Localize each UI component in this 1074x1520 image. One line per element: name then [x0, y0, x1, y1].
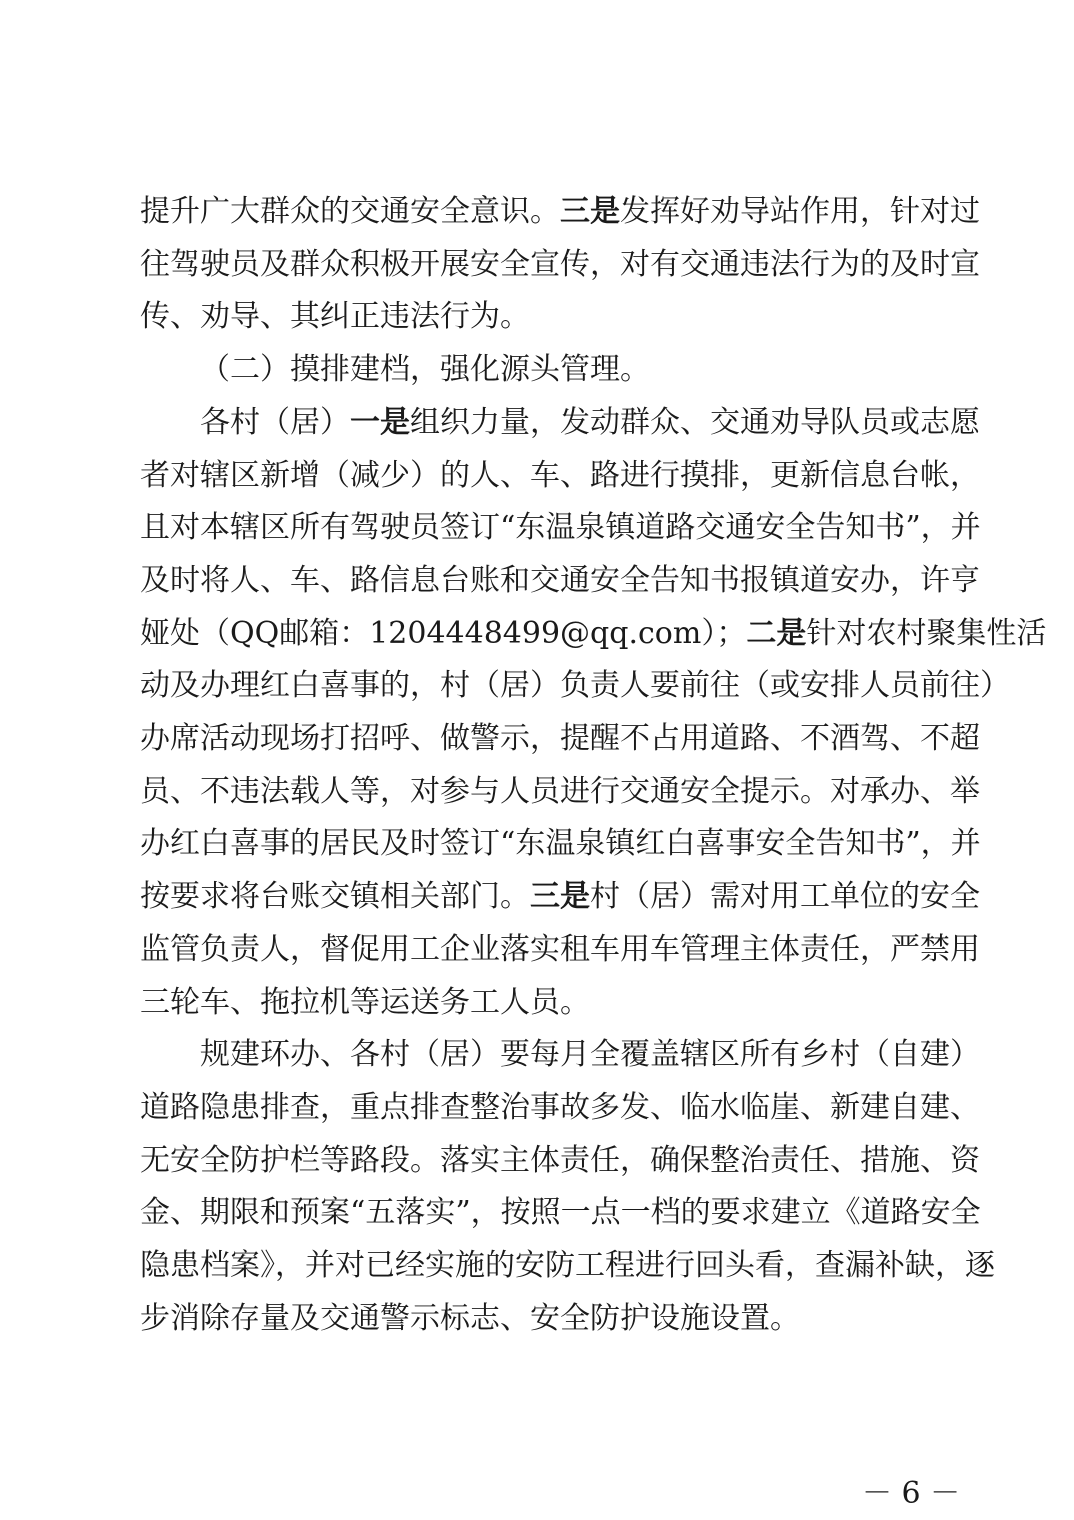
- text-run: 及时将人、车、路信息台账和交通安全告知书报镇道安办，许亨: [140, 562, 980, 598]
- emphasis-text: 三是: [560, 194, 620, 229]
- text-run: 监管负责人，督促用工企业落实租车用车管理主体责任，严禁用: [140, 931, 980, 967]
- text-line: [140, 608, 1047, 660]
- text-line: [140, 818, 981, 870]
- text-run: 无安全防护栏等路段。落实主体责任，确保整治责任、措施、资: [140, 1142, 980, 1178]
- text-line: [140, 871, 980, 923]
- text-line: [140, 1082, 980, 1134]
- text-line: [140, 713, 980, 765]
- text-run: 步消除存量及交通警示标志、安全防护设施设置。: [140, 1300, 800, 1336]
- text-run: （二）摸排建档，强化源头管理。: [200, 352, 650, 388]
- text-line: [200, 1029, 980, 1081]
- text-line: [140, 1135, 980, 1187]
- text-line: [140, 924, 980, 976]
- emphasis-text: 一是: [350, 404, 410, 440]
- text-line: [140, 1187, 981, 1239]
- page-number: － 6 －: [862, 1476, 961, 1511]
- text-line: [140, 977, 940, 1029]
- text-run: 者对辖区新增（减少）的人、车、路进行摸排，更新信息台帐，: [140, 457, 980, 493]
- text-run: 动及办理红白喜事的，村（居）负责人要前往（或安排人员前往）: [140, 668, 1010, 704]
- text-run: 提升广大群众的交通安全意识。: [140, 194, 560, 229]
- text-line: [140, 1240, 995, 1292]
- text-line: [140, 766, 980, 818]
- text-line: [140, 450, 980, 502]
- text-run: 金、期限和预案“五落实”，按照一点一档的要求建立《道路安全: [140, 1195, 981, 1231]
- text-line: [200, 397, 980, 449]
- text-run: 隐患档案》，并对已经实施的安防工程进行回头看，查漏补缺，逐: [140, 1248, 995, 1283]
- text-run: 员、不违法载人等，对参与人员进行交通安全提示。对承办、举: [140, 773, 980, 809]
- emphasis-text: 三是: [530, 879, 590, 915]
- text-run: 道路隐患排查，重点排查整治事故多发、临水临崖、新建自建、: [140, 1089, 980, 1125]
- text-run: 办红白喜事的居民及时签订“东温泉镇红白喜事安全告知书”，并: [140, 826, 981, 862]
- text-run: 村（居）需对用工单位的安全: [590, 879, 980, 915]
- text-line: [140, 502, 981, 554]
- text-run: 往驾驶员及群众积极开展安全宣传，对有交通违法行为的及时宣: [140, 246, 980, 282]
- text-run: 各村（居）: [200, 404, 350, 440]
- text-run: 发挥好劝导站作用，针对过: [620, 194, 980, 229]
- text-run: 针对农村聚集性活: [806, 615, 1047, 651]
- text-run: 办席活动现场打招呼、做警示，提醒不占用道路、不酒驾、不超: [140, 721, 980, 756]
- text-line: [140, 291, 940, 343]
- text-run: 娅处（QQ邮箱：1204448499@qq.com）；: [140, 615, 747, 651]
- text-run: 传、劝导、其纠正违法行为。: [140, 299, 530, 335]
- section-heading: [200, 344, 940, 396]
- text-line: [140, 1293, 940, 1345]
- text-line: [140, 186, 980, 238]
- text-line: [140, 239, 980, 291]
- text-run: 三轮车、拖拉机等运送务工人员。: [140, 984, 590, 1020]
- text-line: [140, 555, 980, 607]
- text-line: [140, 660, 1010, 712]
- text-run: 按要求将台账交镇相关部门。: [140, 879, 530, 915]
- text-run: 规建环办、各村（居）要每月全覆盖辖区所有乡村（自建）: [200, 1037, 980, 1073]
- text-run: 且对本辖区所有驾驶员签订“东温泉镇道路交通安全告知书”，并: [140, 510, 981, 546]
- emphasis-text: 二是: [746, 615, 807, 651]
- text-run: 组织力量，发动群众、交通劝导队员或志愿: [410, 404, 980, 440]
